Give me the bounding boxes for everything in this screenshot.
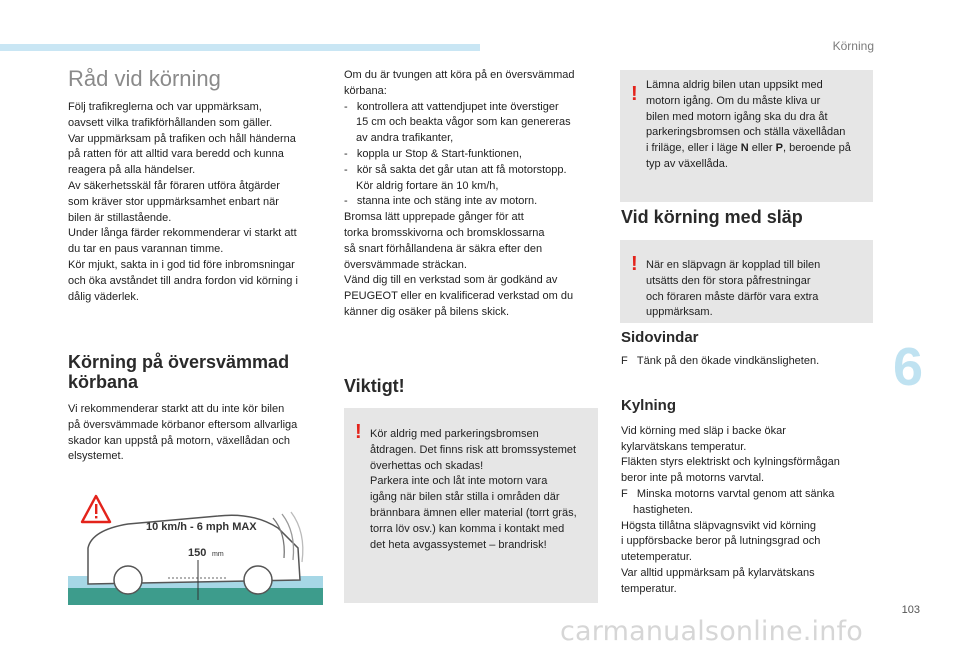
list-dash: -: [344, 100, 348, 113]
cooling-text-2: Högsta tillåtna släpvagnsvikt vid körning i uppförsbacke beror på lutningsgrad och utetemperatur. Var alltid uppmärksam på kylarvätskans temperatur.: [621, 519, 821, 595]
exclamation-icon: !: [631, 83, 638, 105]
warning-line: motorn igång. Om du måste kliva ur: [646, 94, 821, 107]
depth-unit: mm: [212, 551, 224, 558]
road-surface: [68, 586, 323, 605]
exclamation-icon: !: [355, 421, 362, 443]
header-bar: [0, 44, 480, 51]
rear-wheel: [244, 566, 272, 594]
page-number: 103: [901, 604, 920, 616]
warning-line: [646, 141, 873, 157]
crosswind-section: [621, 330, 877, 370]
flood-title-line2: körbana: [68, 372, 139, 392]
gear-n: N: [740, 142, 749, 155]
cooling-bullet-cont: hastigheten.: [633, 503, 693, 516]
warning-line: bilen med motorn igång ska du dra åt: [646, 110, 828, 123]
unattended-warning-box: [620, 70, 873, 202]
warning-text-part: i friläge, eller i läge: [646, 142, 741, 155]
speed-label: 10 km/h - 6 mph MAX: [146, 521, 257, 533]
important-section: [344, 376, 600, 396]
depth-value: 150: [188, 547, 207, 559]
column-middle: [344, 68, 600, 321]
column-left: [68, 66, 330, 305]
gear-p: P: [775, 142, 783, 155]
trailer-section: [621, 207, 877, 227]
flood-illustration: [68, 488, 323, 605]
flood-intro: Om du är tvungen att köra på en översvämmad körbana:: [344, 69, 575, 97]
list-dash: -: [344, 163, 348, 176]
front-wheel: [114, 566, 142, 594]
warning-line: parkeringsbromsen och ställa växellådan: [646, 126, 846, 139]
cooling-bullet-text: Minska motorns varvtal genom att sänka: [636, 487, 835, 500]
chapter-title: Körning: [832, 39, 874, 53]
crosswind-text: Tänk på den ökade vindkänsligheten.: [636, 354, 820, 367]
list-item-text: kontrollera att vattendjupet inte överstiger: [356, 100, 559, 113]
flood-text: Vi rekommenderar starkt att du inte kör bilen på översvämmade körbanor eftersom allvarliga skador kan uppstå på motorn, växellådan och elsystemet.: [68, 403, 298, 463]
important-warning-box: [344, 408, 598, 603]
flood-title-line1: Körning på översvämmad: [68, 352, 290, 372]
flood-item: [344, 147, 600, 163]
warning-line: typ av växellåda.: [646, 157, 728, 170]
cooling-title: Kylning: [621, 397, 676, 414]
chapter-number: 6: [893, 337, 924, 397]
flood-item: [344, 194, 600, 210]
flood-item: [344, 163, 600, 195]
flood-title: [68, 352, 330, 392]
warning-text-part: , beroende på: [782, 142, 851, 155]
exclamation-icon: !: [631, 253, 638, 275]
crosswind-item: [621, 354, 877, 370]
trailer-warning-text: När en släpvagn är kopplad till bilen utsätts den för stora påfrestningar och föraren måste därför vara extra uppmärksam.: [646, 259, 821, 319]
list-item-text: stanna inte och stäng inte av motorn.: [356, 195, 538, 208]
list-item-text: koppla ur Stop & Start-funktionen,: [356, 147, 522, 160]
watermark: carmanualsonline.info: [560, 616, 863, 647]
list-item-cont: 15 cm och beakta vågor som kan genereras av andra trafikanter,: [356, 116, 571, 145]
crosswind-title: Sidovindar: [621, 329, 699, 346]
important-warning-text: Kör aldrig med parkeringsbromsen åtdragen. Det finns risk att bromssystemet överhettas och skadas! Parkera inte och låt inte motorn vara igång när bilen står stilla i områden där brännbara ämnen eller material (torrt gräs, torra löv osv.) kan komma i kontakt med det heta avgassystemet – brandrisk!: [370, 428, 577, 551]
flood-item: [344, 100, 600, 147]
flood-after-text: Bromsa lätt upprepade gånger för att torka bromsskivorna och bromsklossarna så snart förhållandena är säkra efter den översvämmade sträckan. Vänd dig till en verkstad som är godkänd av PEUGEOT eller en kvalificerad verkstad om du känner dig osäker på bilens skick.: [344, 211, 574, 318]
warning-line: Lämna aldrig bilen utan uppsikt med: [646, 79, 823, 91]
bullet-f: F: [621, 354, 628, 367]
warning-text-part: eller: [748, 142, 776, 155]
list-item-text: kör så sakta det går utan att få motorstopp.: [356, 163, 567, 176]
trailer-title: Vid körning med släp: [621, 207, 803, 227]
trailer-warning-box: [620, 240, 873, 323]
cooling-text: Vid körning med släp i backe ökar kylarvätskans temperatur. Fläkten styrs elektriskt och kylningsförmågan beror inte på motorns varvtal.: [621, 424, 840, 485]
cooling-item: [621, 487, 877, 519]
unattended-warning-text: [646, 70, 873, 173]
driving-advice-text: Följ trafikreglerna och var uppmärksam, oavsett vilka trafikförhållanden som gäller. Var uppmärksam på trafiken och håll händerna på ratten för att alltid vara beredd och kunna reagera på alla händelser. Av säkerhetsskäl får föraren utföra åtgärder som kräver stor uppmärksamhet enbart när bilen är stillastående. Under långa färder rekommenderar vi starkt att du tar en paus varannan timme. Kör mjukt, sakta in i god tid före inbromsningar och öka avståndet till andra fordon vid körning i dålig väderlek.: [68, 101, 298, 303]
cooling-section: [621, 398, 877, 598]
list-dash: -: [344, 195, 348, 208]
flood-section: [68, 352, 330, 465]
list-item-cont: Kör aldrig fortare än 10 km/h,: [356, 179, 499, 192]
section-title-driving-advice: Råd vid körning: [68, 66, 221, 91]
warning-triangle-icon: [82, 496, 110, 522]
list-dash: -: [344, 147, 348, 160]
important-title: Viktigt!: [344, 376, 405, 396]
bullet-f: F: [621, 487, 628, 500]
